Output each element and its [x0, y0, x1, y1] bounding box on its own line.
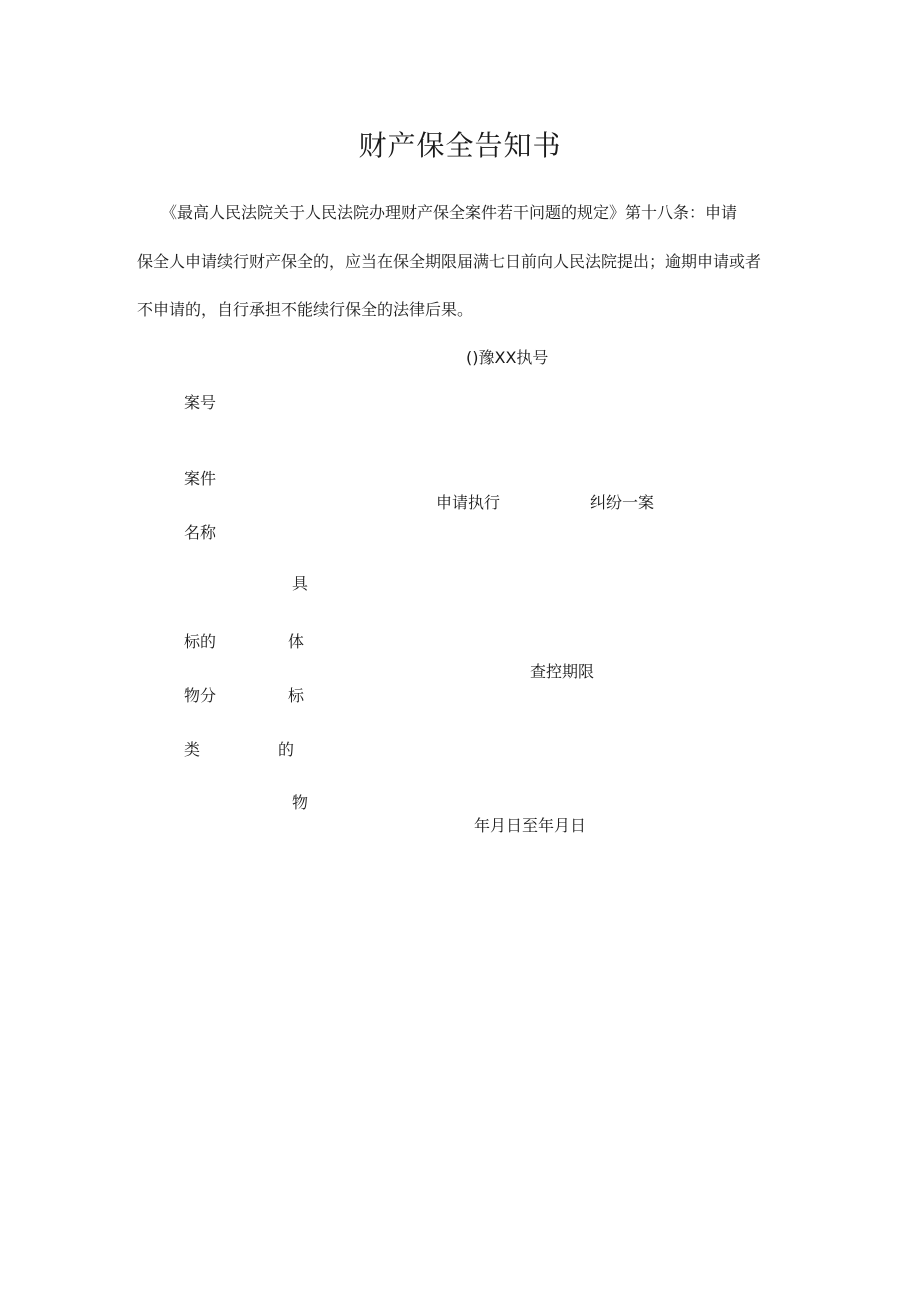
subject-type-label-line-2: 物分	[184, 686, 217, 705]
specific-subject-char-2: 体	[288, 632, 305, 651]
notice-paragraph-line-1: 《最高人民法院关于人民法院办理财产保全案件若干问题的规定》第十八条：申请	[137, 203, 738, 222]
document-title: 财产保全告知书	[358, 129, 562, 162]
case-name-applicant-text: 申请执行	[436, 493, 501, 512]
specific-subject-char-3: 标	[288, 686, 305, 705]
subject-type-label-line-1: 标的	[184, 632, 217, 651]
case-name-dispute-text: 纠纷一案	[590, 493, 655, 512]
notice-paragraph-line-2: 保全人申请续行财产保全的，应当在保全期限届满七日前向人民法院提出；逾期申请或者	[137, 252, 762, 271]
case-number-value: ()豫XX执号	[466, 348, 549, 367]
notice-paragraph-line-3: 不申请的，自行承担不能续行保全的法律后果。	[137, 300, 474, 319]
specific-subject-char-4: 的	[278, 740, 295, 759]
specific-subject-char-1: 具	[292, 574, 309, 593]
control-period-value: 年月日至年月日	[474, 816, 587, 835]
case-name-label-line-2: 名称	[184, 523, 217, 542]
specific-subject-char-5: 物	[292, 793, 309, 812]
control-period-label: 查控期限	[530, 662, 595, 681]
case-number-label: 案号	[184, 393, 217, 412]
case-name-label-line-1: 案件	[184, 469, 217, 488]
subject-type-label-line-3: 类	[184, 740, 201, 759]
